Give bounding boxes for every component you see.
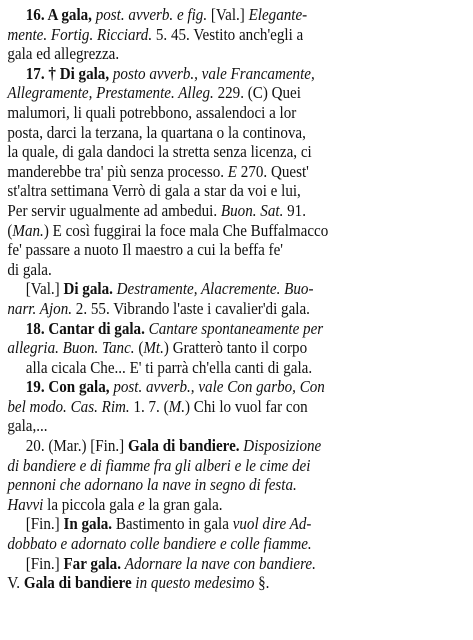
entry-text: e: [137, 494, 149, 514]
text-line: [7, 162, 467, 182]
entry-text: la quale, di gala dandoci la stretta senza licenza, ci: [7, 142, 312, 162]
entry-text: allegria. Buon. Tanc.: [7, 338, 139, 358]
entry-headword: In gala.: [63, 514, 116, 534]
entry-headword: Far gala.: [63, 553, 125, 573]
entry-text: alla cicala Che... E' ti parrà ch'ella canti di gala.: [25, 357, 313, 377]
entry-headword: 16. A gala,: [25, 5, 96, 24]
entry-text: Disposizione: [243, 436, 322, 456]
text-line: [7, 514, 467, 534]
text-line: [7, 495, 467, 515]
entry-text: mente. Fortig. Ricciard.: [7, 24, 156, 44]
entry-text: ) E così fuggirai la foce mala Che Buffalmacco: [43, 220, 329, 240]
entry-text: dobbato e adornato colle bandiere e colle fiamme.: [7, 534, 312, 554]
entry-text: st'altra settimana Verrò di gala a star da voi e lui,: [7, 181, 301, 201]
text-line: [7, 64, 467, 84]
entry-headword: 19. Con gala,: [25, 377, 114, 397]
entry-text: (: [7, 220, 13, 240]
entry-text: E: [227, 161, 241, 181]
entry-text: posta, darci la terzana, la quartana o la continova,: [7, 122, 306, 142]
text-line: [7, 142, 467, 162]
entry-headword: Gala di bandiere.: [127, 436, 244, 456]
entry-text: Mt.: [143, 338, 164, 358]
entry-headword: Di gala.: [63, 279, 117, 299]
text-line: [7, 181, 467, 201]
entry-text: Bastimento in gala: [115, 514, 233, 534]
text-line: [7, 456, 467, 476]
entry-text: Allegramente, Prestamente. Alleg.: [7, 83, 218, 103]
text-line: [7, 554, 467, 574]
text-line: [7, 103, 467, 123]
text-line: [7, 475, 467, 495]
entry-text: di bandiere e di fiamme fra gli alberi e le cime dei: [7, 455, 311, 475]
entry-text: Adornare la nave con bandiere.: [124, 553, 316, 573]
entry-text: 229. (C) Quei: [217, 83, 301, 103]
text-line: [7, 123, 467, 143]
text-line: [7, 260, 467, 280]
entry-text: la gran gala.: [148, 494, 223, 514]
entry-text: bel modo. Cas. Rim.: [7, 396, 134, 416]
entry-text: vuol dire Ad-: [232, 514, 312, 534]
entry-text: la piccola gala: [47, 494, 138, 514]
entry-text: Buon. Sat.: [220, 200, 288, 220]
entry-text: M.: [168, 396, 185, 416]
entry-text: 20. (Mar.) [Fin.]: [25, 436, 128, 456]
text-line: [7, 338, 467, 358]
text-line: [7, 5, 467, 25]
entry-text: post. avverb., vale Con garbo, Con: [113, 377, 325, 397]
entry-text: in questo medesimo: [135, 573, 259, 593]
text-line: [7, 319, 467, 339]
entry-text: di gala.: [7, 259, 52, 279]
entry-text: [Fin.]: [25, 514, 64, 534]
entry-headword: Gala di bandiere: [23, 573, 136, 593]
entry-text: [Val.]: [210, 5, 249, 24]
entry-text: (: [138, 338, 144, 358]
text-line: [7, 201, 467, 221]
entry-text: 1. 7. (: [133, 396, 169, 416]
entry-text: [Fin.]: [25, 553, 64, 573]
text-line: [7, 436, 467, 456]
entry-text: posto avverb., vale Francamente,: [112, 63, 315, 83]
entry-text: 270. Quest': [240, 161, 309, 181]
text-line: [7, 299, 467, 319]
entry-text: Havvi: [7, 494, 48, 514]
entry-text: [Val.]: [25, 279, 64, 299]
entry-text: post. avverb. e fig.: [95, 5, 211, 24]
entry-headword: 17. † Di gala,: [25, 63, 113, 83]
entry-text: 2. 55. Vibrando l'aste i cavalier'di gala.: [75, 298, 310, 318]
entry-text: 5. 45. Vestito anch'egli a: [155, 24, 304, 44]
entry-text: manderebbe tra' più senza processo.: [7, 161, 228, 181]
entry-text: Destramente, Alacremente. Buo-: [116, 279, 314, 299]
entry-text: Man.: [12, 220, 44, 240]
text-line: [7, 534, 467, 554]
text-line: [7, 221, 467, 241]
text-line: [7, 358, 467, 378]
entry-text: §.: [258, 573, 270, 593]
entry-headword: 18. Cantar di gala.: [25, 318, 149, 338]
entry-text: fe' passare a nuoto Il maestro a cui la beffa fe': [7, 240, 283, 260]
text-line: [7, 44, 467, 64]
entry-text: gala ed allegrezza.: [7, 44, 120, 64]
entry-text: Elegante-: [248, 5, 308, 24]
entry-text: narr. Ajon.: [7, 298, 76, 318]
entry-text: ) Chi lo vuol far con: [184, 396, 308, 416]
entry-text: 91.: [287, 200, 306, 220]
entry-text: pennoni che adornano la nave in segno di festa.: [7, 475, 297, 495]
entry-text: gala,...: [7, 416, 48, 436]
text-line: [7, 573, 467, 593]
text-line: [7, 416, 467, 436]
text-line: [7, 25, 467, 45]
text-line: [7, 279, 467, 299]
text-line: [7, 83, 467, 103]
entry-text: Per servir ugualmente ad ambedui.: [7, 200, 221, 220]
text-line: [7, 377, 467, 397]
text-line: [7, 240, 467, 260]
entry-text: Cantare spontaneamente per: [148, 318, 324, 338]
text-line: [7, 397, 467, 417]
entry-text: V.: [7, 573, 24, 593]
entry-text: ) Gratterò tanto il corpo: [163, 338, 308, 358]
entry-text: malumori, li quali potrebbono, assalendoci a lor: [7, 102, 297, 122]
